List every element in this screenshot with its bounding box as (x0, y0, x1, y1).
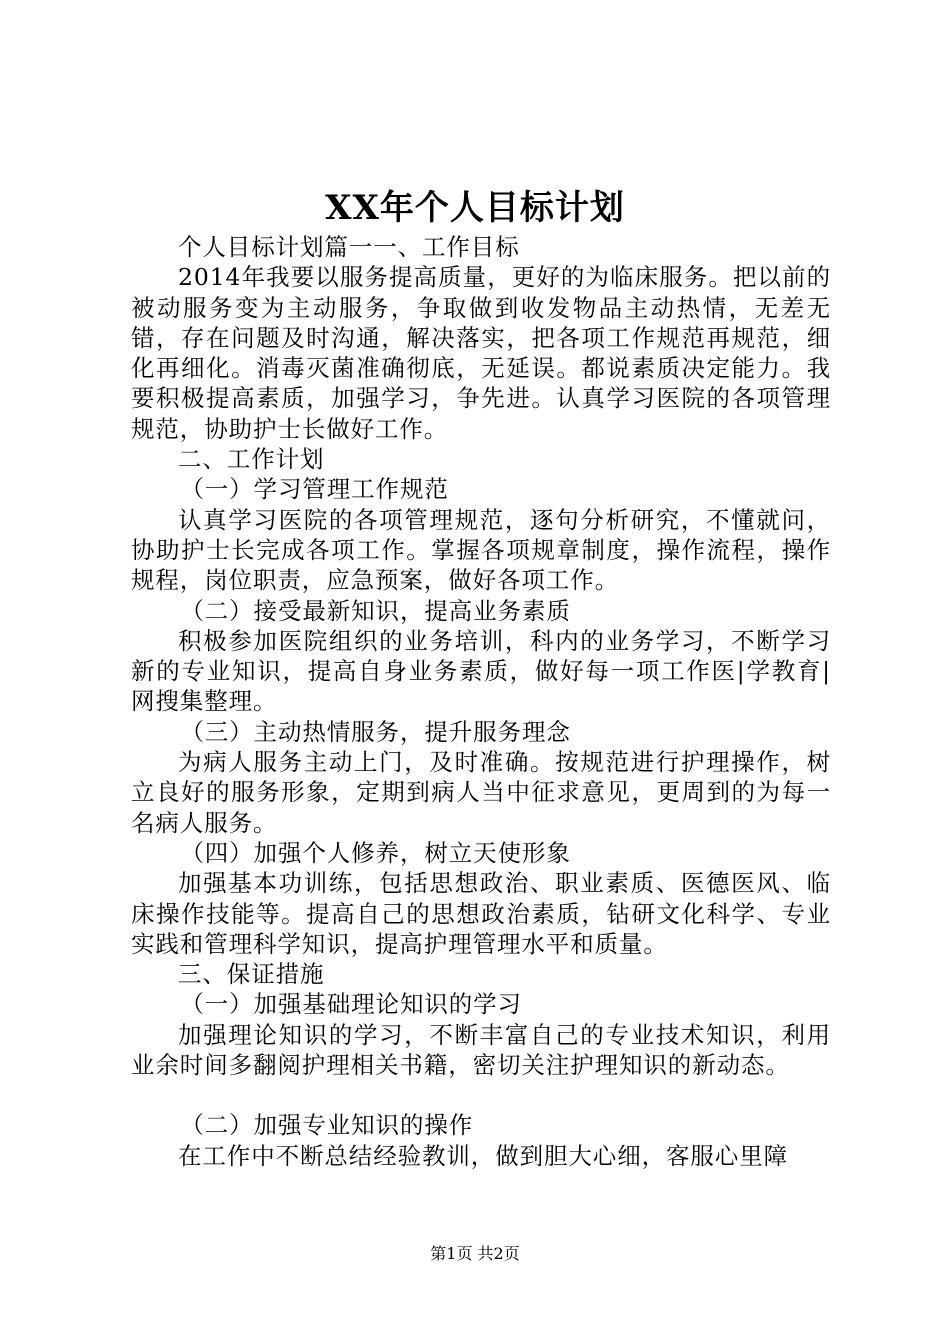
subheading-professional-practice: （二）加强专业知识的操作 (180, 1111, 474, 1140)
subheading-self-cultivation: （四）加强个人修养，树立天使形象 (180, 838, 571, 867)
paragraph-intro-heading: 个人目标计划篇一一、工作目标 (178, 233, 520, 261)
document-body (131, 232, 831, 1171)
paragraph-theory-study: 加强理论知识的学习，不断丰富自己的专业技术知识，利用业余时间多翻阅护理相关书籍，密切关注护理知识的新动态。 (131, 1020, 831, 1080)
subheading-theory-study: （一）加强基础理论知识的学习 (180, 990, 522, 1019)
subheading-study-management: （一）学习管理工作规范 (180, 475, 449, 504)
page-footer: 第1页 共2页 (430, 1244, 520, 1263)
subheading-new-knowledge: （二）接受最新知识，提高业务素质 (180, 596, 571, 625)
paragraph-self-cultivation: 加强基本功训练，包括思想政治、职业素质、医德医风、临床操作技能等。提高自己的思想政治素质，钻研文化科学、专业实践和管理科学知识，提高护理管理水平和质量。 (131, 869, 831, 958)
paragraph-study-management: 认真学习医院的各项管理规范，逐句分析研究，不懂就问，协助护士长完成各项工作。掌握各项规章制度，操作流程，操作规程，岗位职责，应急预案，做好各项工作。 (131, 505, 831, 595)
paragraph-new-knowledge: 积极参加医院组织的业务培训，科内的业务学习，不断学习新的专业知识，提高自身业务素质，做好每一项工作医|学教育|网搜集整理。 (131, 626, 831, 716)
section-heading-work-plan: 二、工作计划 (178, 445, 325, 474)
document-title: XX年个人目标计划 (325, 188, 625, 228)
subheading-proactive-service: （三）主动热情服务，提升服务理念 (180, 717, 571, 746)
paragraph-proactive-service: 为病人服务主动上门，及时准确。按规范进行护理操作，树立良好的服务形象，定期到病人当中征求意见，更周到的为每一名病人服务。 (131, 748, 831, 837)
paragraph-professional-practice: 在工作中不断总结经验教训，做到胆大心细，客服心里障 (178, 1141, 788, 1170)
section-heading-measures: 三、保证措施 (178, 960, 325, 989)
paragraph-work-goal: 2014年我要以服务提高质量，更好的为临床服务。把以前的被动服务变为主动服务，争取做到收发物品主动热情，无差无错，存在问题及时沟通，解决落实，把各项工作规范再规范，细化再细化。消毒灭菌准确彻底，无延误。都说素质决定能力。我要积极提高素质，加强学习，争先进。认真学习医院的各项管理规范，协助护士长做好工作。 (131, 263, 831, 443)
